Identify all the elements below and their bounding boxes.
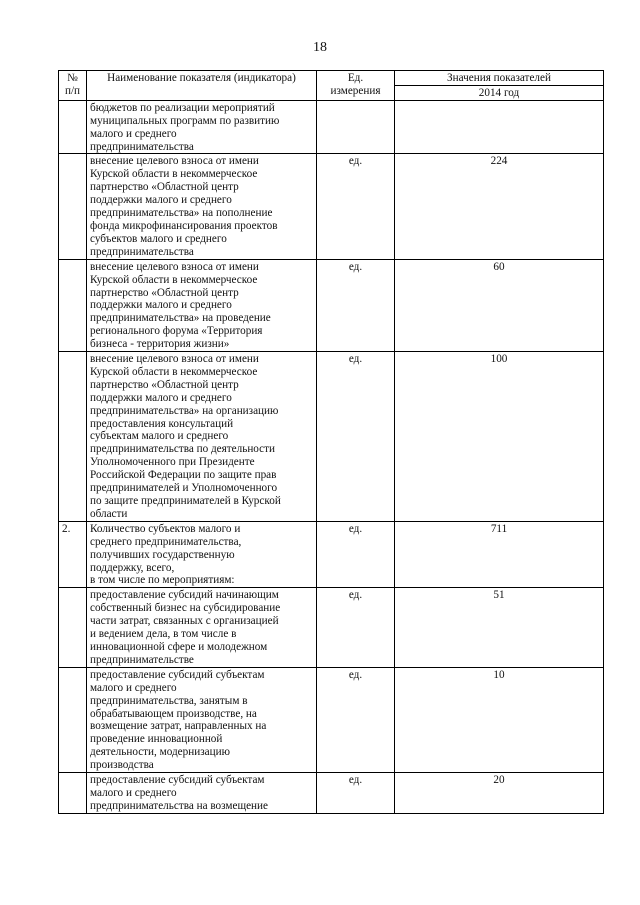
- indicator-name-line: субъектам малого и среднего: [90, 430, 229, 443]
- indicator-name-line: фонда микрофинансирования проектов: [90, 219, 278, 232]
- unit-of-measure: ед.: [317, 259, 395, 351]
- indicator-name-line: муниципальных программ по развитию: [90, 114, 280, 127]
- indicator-name: [87, 154, 317, 259]
- indicator-name-line: предоставление субсидий начинающим: [90, 589, 279, 602]
- header-number: [59, 71, 87, 101]
- unit-of-measure: [317, 100, 395, 154]
- indicator-name-line: предпринимательства» на проведение: [90, 312, 271, 325]
- indicator-name-line: предоставление субсидий субъектам: [90, 774, 265, 787]
- row-number: [59, 773, 87, 814]
- header-unit-line1: Ед.: [347, 72, 364, 84]
- indicator-name-line: внесение целевого взноса от имени: [90, 260, 259, 273]
- indicator-name-line: малого и среднего: [90, 681, 177, 694]
- indicator-name-line: Курской области в некоммерческое: [90, 365, 258, 378]
- indicator-value: 60: [395, 259, 604, 351]
- indicator-name-line: поддержку, всего,: [90, 561, 175, 574]
- indicator-name-line: малого и среднего: [90, 786, 177, 799]
- indicator-name-line: партнерство «Областной центр: [90, 378, 239, 391]
- table-row: [59, 259, 604, 351]
- row-number: [59, 154, 87, 259]
- table-row: [59, 154, 604, 259]
- indicator-name-line: субъектов малого и среднего: [90, 232, 227, 245]
- indicator-name-line: предпринимательства» на организацию: [90, 404, 279, 417]
- indicator-value: 51: [395, 588, 604, 667]
- indicator-name-line: внесение целевого взноса от имени: [90, 155, 259, 168]
- indicator-name-line: поддержки малого и среднего: [90, 194, 232, 207]
- indicator-name: [87, 100, 317, 154]
- header-number-line1: №: [67, 72, 78, 84]
- indicator-name-line: поддержки малого и среднего: [90, 391, 232, 404]
- header-values-title: Значения показателей: [395, 71, 604, 86]
- indicator-name-line: получивших государственную: [90, 548, 235, 561]
- table-row: [59, 352, 604, 522]
- indicator-name: [87, 352, 317, 522]
- indicator-name-line: в том числе по мероприятиям:: [90, 574, 235, 587]
- header-indicator-name: Наименование показателя (индикатора): [87, 71, 317, 101]
- indicator-name-line: поддержки малого и среднего: [90, 299, 232, 312]
- indicator-name-line: малого и среднего: [90, 127, 177, 140]
- indicator-name-line: предпринимательстве: [90, 653, 194, 666]
- row-number: [59, 352, 87, 522]
- indicator-name-line: партнерство «Областной центр: [90, 286, 239, 299]
- row-number: 2.: [59, 521, 87, 588]
- table-row: [59, 588, 604, 667]
- table-header: [59, 71, 604, 101]
- indicator-name-line: обрабатывающем производстве, на: [90, 707, 257, 720]
- indicator-value: 20: [395, 773, 604, 814]
- indicator-value: 10: [395, 667, 604, 772]
- indicator-name: [87, 259, 317, 351]
- header-unit-line2: измерения: [330, 84, 381, 97]
- table-body: [59, 100, 604, 813]
- row-number: [59, 100, 87, 154]
- indicator-name-line: собственный бизнес на субсидирование: [90, 602, 281, 615]
- header-year: 2014 год: [395, 85, 604, 100]
- indicator-name-line: возмещение затрат, направленных на: [90, 720, 267, 733]
- indicator-name-line: и ведением дела, в том числе в: [90, 628, 237, 641]
- indicator-name-line: внесение целевого взноса от имени: [90, 353, 259, 366]
- indicator-name-line: производства: [90, 759, 154, 772]
- indicator-value: 711: [395, 521, 604, 588]
- row-number: [59, 588, 87, 667]
- indicator-name-line: предпринимательства» на пополнение: [90, 207, 273, 220]
- indicator-name-line: предпринимательства на возмещение: [90, 799, 268, 812]
- indicator-name-line: по защите предпринимателей в Курской: [90, 495, 281, 507]
- indicator-value: 224: [395, 154, 604, 259]
- indicator-name: [87, 588, 317, 667]
- indicator-name-line: среднего предпринимательства,: [90, 535, 242, 548]
- unit-of-measure: ед.: [317, 521, 395, 588]
- indicator-name-line: части затрат, связанных с организацией: [90, 615, 279, 628]
- indicator-name-line: предоставление субсидий субъектам: [90, 668, 265, 681]
- header-unit: [317, 71, 395, 101]
- unit-of-measure: ед.: [317, 154, 395, 259]
- unit-of-measure: ед.: [317, 773, 395, 814]
- unit-of-measure: ед.: [317, 667, 395, 772]
- indicators-table: [58, 70, 604, 814]
- indicator-name-line: Количество субъектов малого и: [90, 522, 241, 535]
- indicator-name-line: регионального форума «Территория: [90, 325, 263, 338]
- indicator-name-line: предпринимателей и Уполномоченного: [90, 482, 278, 495]
- indicator-name-line: предпринимательства: [90, 245, 194, 258]
- table-row: [59, 100, 604, 154]
- indicator-name-line: бизнеса - территория жизни»: [90, 338, 230, 351]
- indicator-name-line: Уполномоченного при Президенте: [90, 456, 255, 469]
- indicator-name-line: предпринимательства по деятельности: [90, 443, 276, 456]
- indicator-name-line: проведение инновационной: [90, 733, 223, 746]
- indicator-name-line: предпринимательства, занятым в: [90, 694, 248, 707]
- indicator-name: [87, 521, 317, 588]
- row-number: [59, 667, 87, 772]
- row-number: [59, 259, 87, 351]
- indicator-name-line: деятельности, модернизацию: [90, 746, 230, 759]
- header-number-line2: п/п: [64, 84, 81, 97]
- indicator-value: [395, 100, 604, 154]
- indicator-name-line: Курской области в некоммерческое: [90, 273, 258, 286]
- indicator-name: [87, 773, 317, 814]
- indicator-name: [87, 667, 317, 772]
- indicator-name-line: области: [90, 507, 128, 520]
- indicator-name-line: инновационной сфере и молодежном: [90, 640, 268, 653]
- unit-of-measure: ед.: [317, 352, 395, 522]
- indicator-name-line: предпринимательства: [90, 140, 194, 153]
- table-row: [59, 667, 604, 772]
- table-row: [59, 773, 604, 814]
- table-row: [59, 521, 604, 588]
- indicator-name-line: бюджетов по реализации мероприятий: [90, 101, 275, 114]
- indicator-name-line: Российской Федерации по защите прав: [90, 469, 277, 482]
- unit-of-measure: ед.: [317, 588, 395, 667]
- indicator-name-line: предоставления консультаций: [90, 417, 234, 430]
- indicator-name-line: Курской области в некоммерческое: [90, 168, 258, 181]
- indicator-name-line: партнерство «Областной центр: [90, 181, 239, 194]
- indicator-value: 100: [395, 352, 604, 522]
- page-number: 18: [313, 40, 327, 55]
